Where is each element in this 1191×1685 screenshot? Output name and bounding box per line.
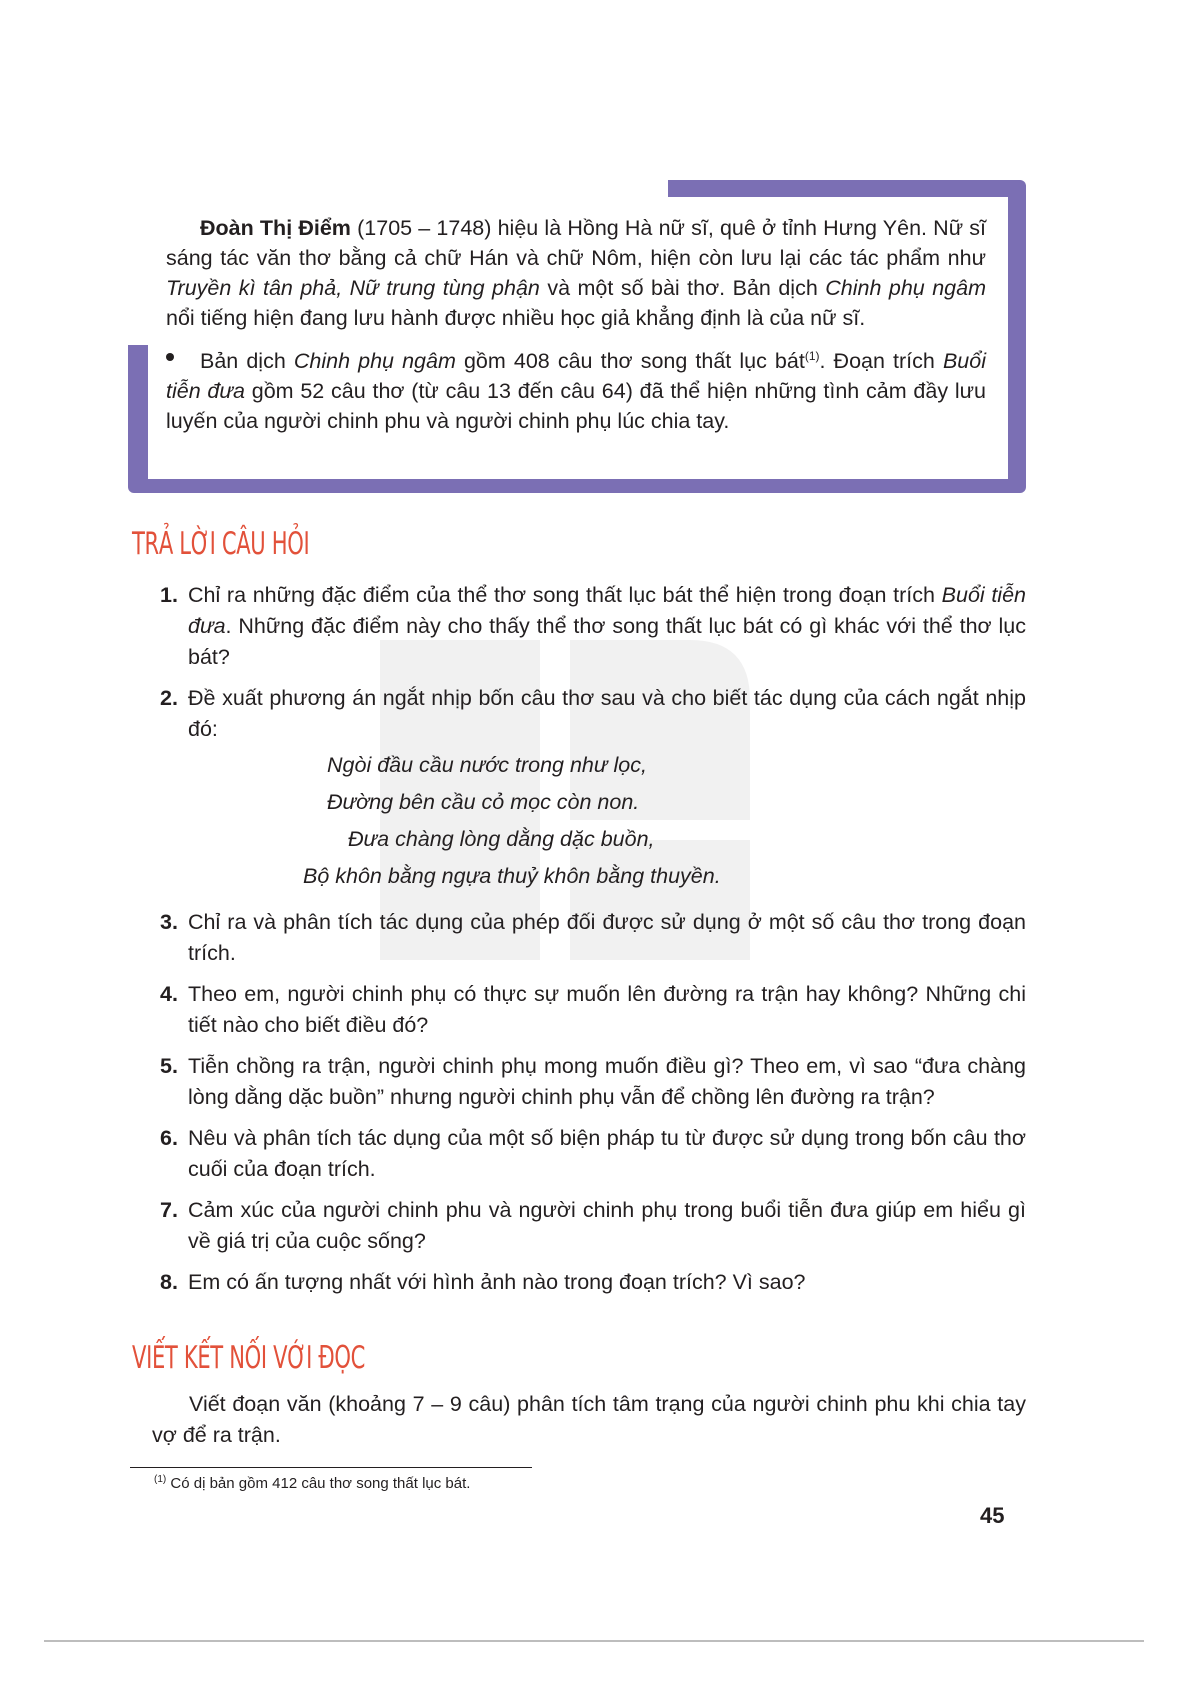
author-name: Đoàn Thị Điểm — [200, 216, 351, 240]
writing-task: Viết đoạn văn (khoảng 7 – 9 câu) phân tích tâm trạng của người chinh phu khi chia tay vợ để ra trận. — [152, 1392, 1026, 1447]
question-item: 1. Chỉ ra những đặc điểm của thể thơ song thất lục bát thể hiện trong đoạn trích Buổi tiễn đưa. Những đặc điểm này cho thấy thể thơ song thất lục bát có gì khác với thể thơ lục bát? — [160, 583, 1026, 669]
work-summary-bullet: Bản dịch Chinh phụ ngâm gồm 408 câu thơ song thất lục bát$^{(1)}$. Đoạn trích Buổi tiễn đưa gồm 52 câu thơ (từ câu 13 đến câu 64) đã thể hiện những tình cảm đầy lưu luyến của người chinh phu và người chinh phụ lúc chia tay. — [166, 349, 986, 434]
poem-line: Bộ khôn bằng ngựa thuỷ khôn bằng thuyền. — [303, 864, 721, 888]
author-info-box — [148, 197, 1008, 479]
poem-excerpt — [188, 747, 1026, 895]
page-number: 45 — [980, 1503, 1005, 1528]
question-item: 7. Cảm xúc của người chinh phu và người chinh phụ trong buổi tiễn đưa giúp em hiểu gì về giá trị của cuộc sống? — [160, 1198, 1026, 1253]
info-box-frame-notch-left — [128, 195, 148, 345]
footnote-divider — [130, 1467, 532, 1468]
poem-line: Đường bên cầu cỏ mọc còn non. — [327, 790, 640, 814]
section-heading-questions: TRẢ LỜI CÂU HỎI — [132, 526, 310, 562]
question-item: 3. Chỉ ra và phân tích tác dụng của phép đối được sử dụng ở một số câu thơ trong đoạn trích. — [160, 910, 1026, 965]
question-item: 5. Tiễn chồng ra trận, người chinh phụ mong muốn điều gì? Theo em, vì sao “đưa chàng lòng dằng dặc buồn” nhưng người chinh phụ vẫn để chồng lên đường ra trận? — [160, 1054, 1026, 1109]
poem-line: Đưa chàng lòng dằng dặc buồn, — [348, 827, 655, 851]
info-box-frame-notch — [128, 180, 668, 198]
question-item: 4. Theo em, người chinh phụ có thực sự muốn lên đường ra trận hay không? Những chi tiết nào cho biết điều đó? — [160, 982, 1026, 1037]
author-bio: Đoàn Thị Điểm (1705 – 1748) hiệu là Hồng Hà nữ sĩ, quê ở tỉnh Hưng Yên. Nữ sĩ sáng tác văn thơ bằng cả chữ Hán và chữ Nôm, hiện còn lưu lại các tác phẩm như Truyền kì tân phả, Nữ trung tùng phận và một số bài thơ. Bản dịch Chinh phụ ngâm nổi tiếng hiện đang lưu hành được nhiều học giả khẳng định là của nữ sĩ. — [166, 216, 987, 330]
question-list — [158, 580, 1026, 1308]
bottom-divider — [44, 1640, 1144, 1642]
footnote: $^{(1)}$ Có dị bản gồm 412 câu thơ song thất lục bát. — [154, 1474, 471, 1492]
question-item: 8. Em có ấn tượng nhất với hình ảnh nào trong đoạn trích? Vì sao? — [160, 1270, 806, 1294]
question-item: 6. Nêu và phân tích tác dụng của một số biện pháp tu từ được sử dụng trong bốn câu thơ cuối của đoạn trích. — [160, 1126, 1026, 1181]
poem-line: Ngòi đầu cầu nước trong như lọc, — [327, 753, 647, 777]
bullet-icon — [166, 353, 174, 361]
question-item: 2. Đề xuất phương án ngắt nhịp bốn câu thơ sau và cho biết tác dụng của cách ngắt nhịp đó: Ngòi đầu cầu nước trong như lọc, Đường bên cầu cỏ mọc còn non. Đưa chàng lòng dằng dặc buồn, Bộ khôn bằng ngựa thuỷ khôn bằng thuyền. — [158, 683, 1026, 895]
section-heading-writing: VIẾT KẾT NỐI VỚI ĐỌC — [132, 1340, 365, 1376]
footnote-ref: (1) — [804, 349, 820, 363]
